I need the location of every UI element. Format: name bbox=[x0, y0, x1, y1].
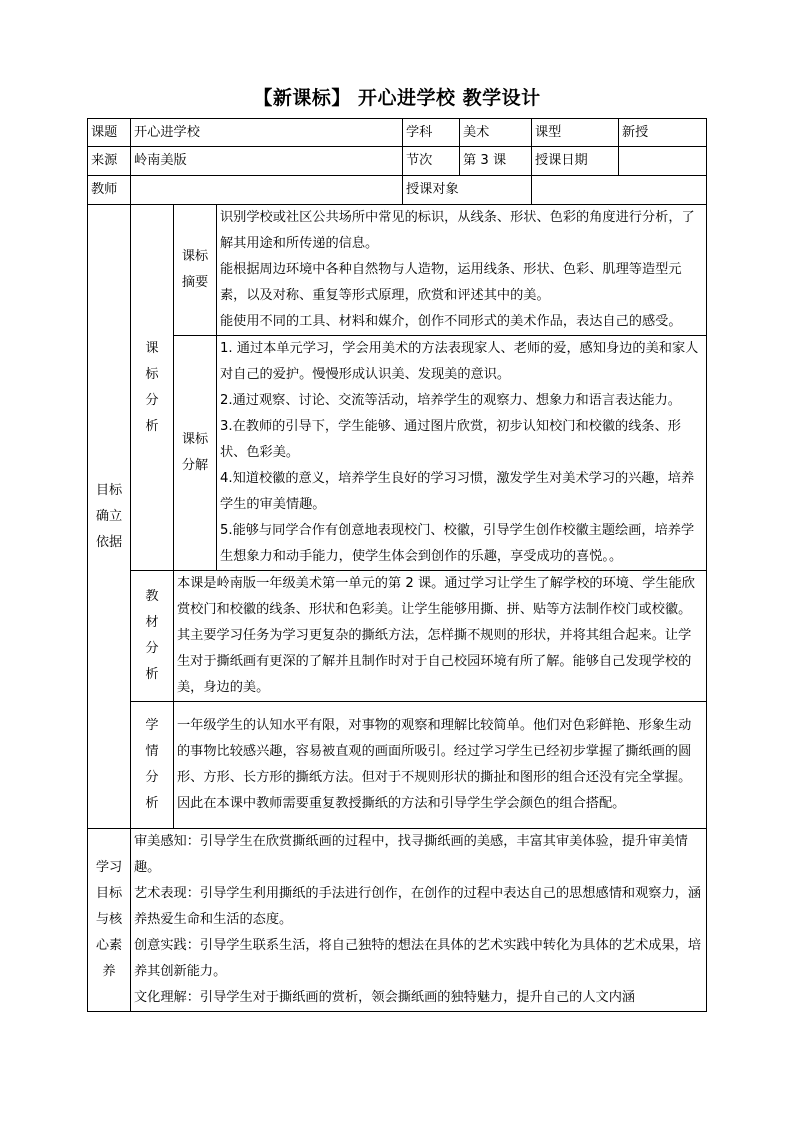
literacy-item: 艺术表现：引导学生利用撕纸的手法进行创作，在创作的过程中表达自己的思想感情和观察力，涵养热爱生命和生活的态度。 bbox=[134, 886, 702, 927]
decompose-label: 课标 分解 bbox=[174, 336, 217, 571]
decompose-item: 5.能够与同学合作有创意地表现校门、校徽，引导学生创作校徽主题绘画，培养学生想象力和动手能力，使学生体会到创作的乐趣，享受成功的喜悦。。 bbox=[220, 523, 695, 564]
summary-row bbox=[88, 205, 707, 336]
summary-paragraph: 能根据周边环境中各种自然物与人造物，运用线条、形状、色彩、肌理等造型元素，以及对称、重复等形式原理，欣赏和评述其中的美。 bbox=[220, 262, 682, 303]
label-lesson-type: 课型 bbox=[532, 119, 619, 147]
source-value: 岭南美版 bbox=[131, 147, 403, 176]
learner-analysis-label: 学 情 分 析 bbox=[131, 702, 174, 829]
literacy-row bbox=[88, 829, 707, 1012]
literacy-content bbox=[131, 829, 707, 1012]
decompose-item: 2.通过观察、讨论、交流等活动，培养学生的观察力、想象力和语言表达能力。 bbox=[220, 393, 681, 408]
textbook-analysis-label: 教 材 分 析 bbox=[131, 571, 174, 702]
document-title: 【新课标】 开心进学校 教学设计 bbox=[253, 87, 541, 109]
decompose-item: 4.知道校徽的意义，培养学生良好的学习习惯，激发学生对美术学习的兴趣，培养学生的审美情趣。 bbox=[220, 471, 695, 512]
audience-value bbox=[532, 176, 707, 205]
header-row-1 bbox=[88, 119, 707, 147]
literacy-item: 文化理解：引导学生对于撕纸画的赏析，领会撕纸画的独特魅力，提升自己的人文内涵 bbox=[134, 990, 636, 1005]
summary-label: 课标 摘要 bbox=[174, 205, 217, 336]
curriculum-analysis-label: 课 标 分 析 bbox=[131, 205, 174, 571]
header-row-3 bbox=[88, 176, 707, 205]
basis-label: 目标 确立 依据 bbox=[88, 205, 131, 829]
header-row-2 bbox=[88, 147, 707, 176]
subject-value: 美术 bbox=[460, 119, 532, 147]
label-teacher: 教师 bbox=[88, 176, 131, 205]
textbook-row bbox=[88, 571, 707, 702]
topic-value: 开心进学校 bbox=[131, 119, 403, 147]
literacy-item: 创意实践：引导学生联系生活，将自己独特的想法在具体的艺术实践中转化为具体的艺术成果，培养其创新能力。 bbox=[134, 938, 702, 979]
decompose-content bbox=[217, 336, 707, 571]
label-source: 来源 bbox=[88, 147, 131, 176]
teaching-date-value bbox=[619, 147, 707, 176]
label-subject: 学科 bbox=[403, 119, 460, 147]
learner-row bbox=[88, 702, 707, 829]
label-topic: 课题 bbox=[88, 119, 131, 147]
literacy-item: 审美感知：引导学生在欣赏撕纸画的过程中，找寻撕纸画的美感，丰富其审美体验，提升审美情趣。 bbox=[134, 834, 688, 875]
period-value: 第 3 课 bbox=[460, 147, 532, 176]
label-teaching-date: 授课日期 bbox=[532, 147, 619, 176]
summary-content bbox=[217, 205, 707, 336]
summary-paragraph: 识别学校或社区公共场所中常见的标识，从线条、形状、色彩的角度进行分析，了解其用途和所传递的信息。 bbox=[220, 210, 695, 251]
textbook-analysis-content: 本课是岭南版一年级美术第一单元的第 2 课。通过学习让学生了解学校的环境、学生能欣赏校门和校徽的线条、形状和色彩美。让学生能够用撕、拼、贴等方法制作校门或校徽。其主要学习任务为学习更复杂的撕纸方法，怎样撕不规则的形状，并将其组合起来。让学生对于撕纸画有更深的了解并且制作时对于自己校园环境有所了解。能够自己发现学校的美，身边的美。 bbox=[174, 571, 707, 702]
summary-paragraph: 能使用不同的工具、材料和媒介，创作不同形式的美术作品，表达自己的感受。 bbox=[220, 314, 682, 329]
lesson-type-value: 新授 bbox=[619, 119, 707, 147]
decompose-item: 3.在教师的引导下，学生能够、通过图片欣赏，初步认知校门和校徽的线条、形状、色彩美。 bbox=[220, 419, 681, 460]
decompose-item: 1. 通过本单元学习，学会用美术的方法表现家人、老师的爱，感知身边的美和家人对自己的爱护。慢慢形成认识美、发现美的意识。 bbox=[220, 341, 699, 382]
decompose-row bbox=[88, 336, 707, 571]
label-audience: 授课对象 bbox=[403, 176, 532, 205]
lesson-plan-table bbox=[87, 118, 707, 1012]
teacher-value bbox=[131, 176, 403, 205]
literacy-label: 学习 目标 与核 心素 养 bbox=[88, 829, 131, 1012]
learner-analysis-content: 一年级学生的认知水平有限，对事物的观察和理解比较简单。他们对色彩鲜艳、形象生动的事物比较感兴趣，容易被直观的画面所吸引。经过学习学生已经初步掌握了撕纸画的圆形、方形、长方形的撕纸方法。但对于不规则形状的撕扯和图形的组合还没有完全掌握。因此在本课中教师需要重复教授撕纸的方法和引导学生学会颜色的组合搭配。 bbox=[174, 702, 707, 829]
label-period: 节次 bbox=[403, 147, 460, 176]
